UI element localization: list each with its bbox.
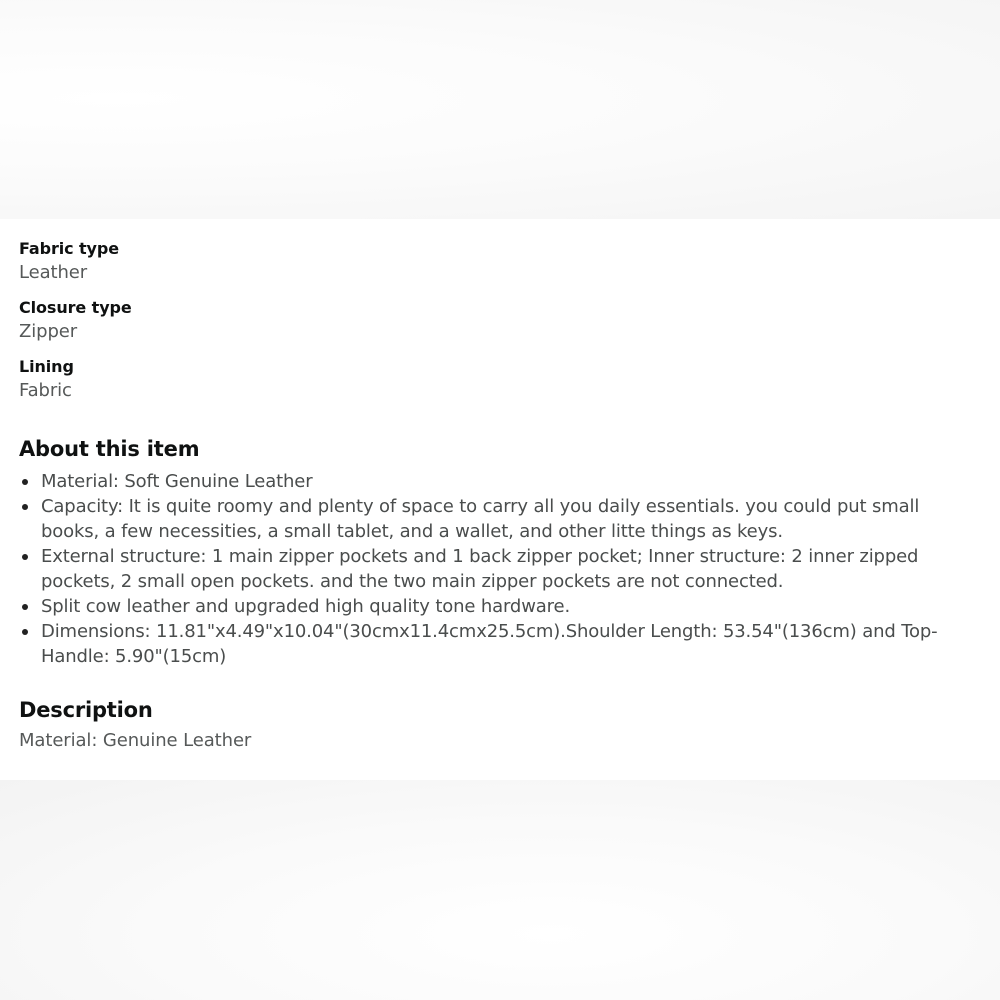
top-backdrop (0, 0, 1000, 219)
product-details-panel (0, 219, 1000, 780)
spec-lining (19, 357, 74, 403)
about-this-item-heading: About this item (19, 437, 200, 461)
list-item: Dimensions: 11.81"x4.49"x10.04"(30cmx11.4cmx25.5cm).Shoulder Length: 53.54"(136cm) and Top-Handle: 5.90"(15cm) (41, 619, 971, 669)
spec-closure-type (19, 298, 132, 344)
spec-value: Fabric (19, 380, 72, 401)
spec-value: Leather (19, 262, 88, 283)
list-item: Material: Soft Genuine Leather (41, 469, 971, 494)
spec-fabric-type (19, 239, 119, 285)
description-text: Material: Genuine Leather (19, 730, 252, 751)
list-item: External structure: 1 main zipper pockets and 1 back zipper pocket; Inner structure: 2 inner zipped pockets, 2 small open pockets. and the two main zipper pockets are not connected. (41, 544, 971, 594)
spec-label: Fabric type (19, 239, 119, 258)
bottom-backdrop (0, 780, 1000, 1000)
spec-value: Zipper (19, 321, 78, 342)
description-heading: Description (19, 698, 153, 722)
list-item: Capacity: It is quite roomy and plenty of space to carry all you daily essentials. you could put small books, a few necessities, a small tablet, and a wallet, and other litte things as keys. (41, 494, 971, 544)
about-bullet-list (19, 469, 971, 669)
spec-label: Lining (19, 357, 74, 376)
list-item: Split cow leather and upgraded high quality tone hardware. (41, 594, 971, 619)
spec-label: Closure type (19, 298, 132, 317)
